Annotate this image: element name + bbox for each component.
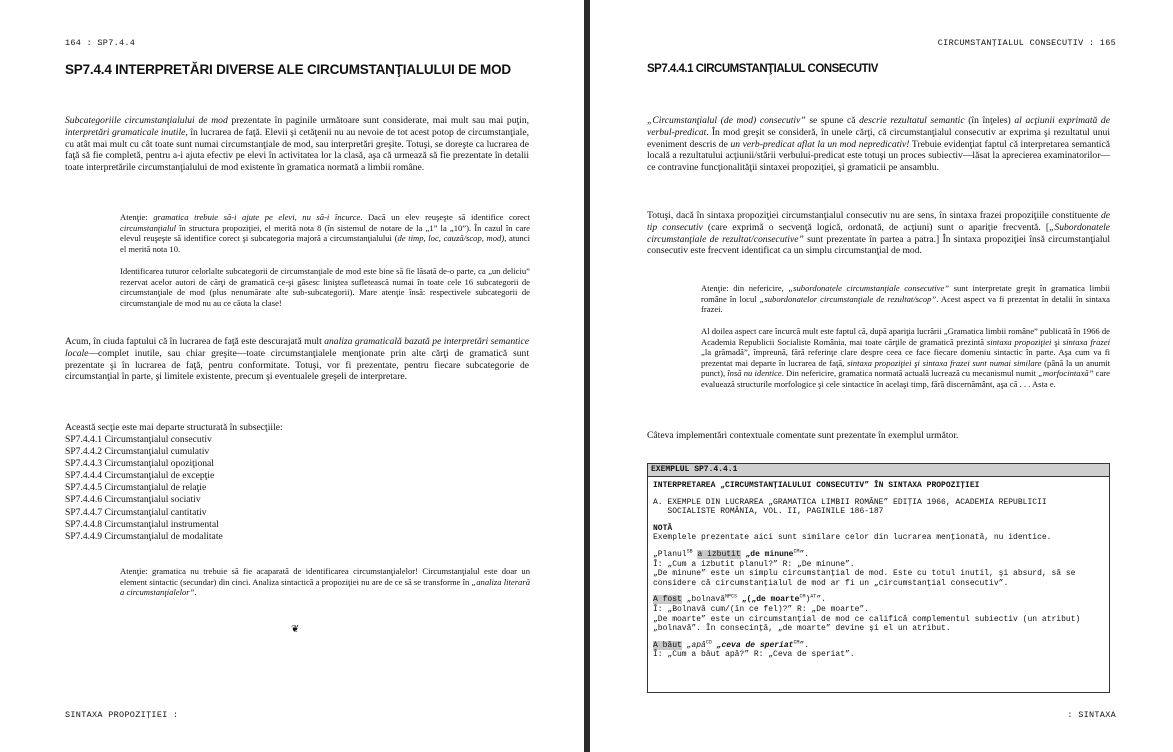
note-text: Atenţie: gramatica nu trebuie să fie acaparată de identificarea circumstanţialelor! Circumstanţialul este doar un element sintactic (secundar) din cinci. Analiza sintactică a propoziţiei nu are de ce să se transforme în	[120, 566, 530, 587]
para-italic: analiza gramaticală bazată pe interpretări semantice locale	[65, 336, 529, 359]
left-running-head: 164 : SP7.4.4	[65, 38, 136, 48]
note-italic: „morfocintaxă”	[1038, 368, 1094, 379]
word: „bolnavă	[686, 595, 726, 605]
para-text: Acum, în ciuda faptului că în lucrarea de faţă este descurajată mult	[65, 336, 325, 347]
right-page	[590, 0, 1173, 752]
note-text: . Dacă un elev reuşeşte să identifice corect	[360, 212, 530, 222]
note-italic: sintaxa frazei	[1062, 336, 1110, 347]
example-1-comment: „De minune” este un simplu circumstanţial de mod. Este cu totul inutil, şi absurd, să se considere că circumstanţialul de mod ar fi un „circumstanţial consecutiv”.	[653, 569, 1081, 588]
tag: SB	[686, 548, 693, 555]
subsection-link-4[interactable]: SP7.4.4.4 Circumstanţialul de excepţie	[65, 470, 215, 482]
note-text: sunt interpretate greşit în gramatica limbii române în locul	[701, 283, 1110, 304]
note-text: (până la un anumit punct),	[701, 357, 1111, 379]
note-text: în structura propoziţiei, el merită nota 8 (în sistemul de notare de la „1” la „10”). În cazul în care elevul reuşeşte să identifice corect şi subcategoria majoră a circumstanţialului (	[120, 222, 530, 244]
left-page-title: SP7.4.4 INTERPRETĂRI DIVERSE ALE CIRCUMSTANŢIALULUI DE MOD	[65, 62, 511, 77]
note-italic: însă nu identice	[727, 368, 782, 379]
para-italic: descrie rezultatul semantic	[859, 115, 965, 126]
subsection-link-2[interactable]: SP7.4.4.2 Circumstanţialul cumulativ	[65, 446, 210, 458]
para-italic: un verb-predicat aflat la un mod nepredicativ!	[730, 138, 910, 150]
word: ”.	[799, 640, 810, 650]
tag: CM	[793, 639, 800, 646]
note-italic: „subordonatelor circumstanţiale de rezultat/scop”	[759, 293, 937, 304]
note-italic: de timp, loc, cauză/scop, mod)	[397, 233, 505, 244]
subsection-link-7[interactable]: SP7.4.4.7 Circumstanţialul cantitativ	[65, 506, 207, 518]
example-2-comment: „De moarte” este un circumstanţial de mod ce califică complementul subiectiv (un atribut) „bolnavă”. În consecinţă, „de moarte” devine şi el un atribut.	[653, 614, 1086, 634]
note-text: .	[194, 587, 197, 598]
note-text: care evaluează structurile morfologice şi cele sintactice în acelaşi timp, fără discernământ, aşa că . . . Asta e.	[701, 368, 1110, 389]
note-text: Atenţie:	[120, 212, 154, 222]
para-italic: „Circumstanţialul (de mod) consecutiv”	[647, 115, 806, 126]
right-running-foot: : SINTAXA	[1067, 710, 1116, 720]
word: „Planul	[653, 549, 687, 559]
note-italic: „subordonatele circumstanţiale consecutive”	[788, 283, 950, 293]
para-italic: „Subordonatele circumstanţiale de rezultat/consecutive”	[647, 221, 1110, 245]
para-text: Totuşi, dacă în sintaxa propoziţiei circumstanţialul consecutiv nu are sens, în sintaxa frazei propoziţiile constituente	[647, 210, 1101, 221]
word: )	[805, 595, 811, 605]
example-heading: INTERPRETAREA „CIRCUMSTANŢIALULUI CONSECUTIV” ÎN SINTAXA PROPOZIŢIEI	[653, 481, 980, 490]
predicate-highlight: a izbutit	[697, 549, 741, 559]
para-italic: interpretări gramaticale inutile	[65, 126, 186, 138]
para-text: sunt prezentate în partea a patra.] În sintaxa propoziţiei însă circumstanţialul consecutiv este frecvent identificat ca un simplu circumstanţial de mod.	[647, 233, 1110, 257]
right-running-head: CIRCUMSTANŢIALUL CONSECUTIV : 165	[937, 38, 1116, 48]
note-text: şi	[1051, 336, 1063, 347]
para-text: se spune că	[805, 115, 860, 126]
left-running-foot: SINTAXA PROPOZIŢIEI :	[65, 710, 179, 720]
example-1-sentence	[653, 550, 1104, 560]
left-page	[0, 0, 584, 752]
tag: CM	[799, 593, 806, 600]
note-text: Al doilea aspect care încurcă mult este faptul că, după apariţia lucrării „Gramatica limbii române” publicată în 1966 de Academia Republicii Socialiste România, mai toate cărţile de gramatică prezintă	[701, 326, 1110, 347]
tag: AT	[810, 593, 817, 600]
subsection-link-9[interactable]: SP7.4.4.9 Circumstanţialul de modalitate	[65, 530, 223, 542]
example-header: EXEMPLUL SP7.4.4.1	[648, 464, 1109, 477]
example-2-question: Î: „Bolnavă cum/(în ce fel)?” R: „De moarte”.	[653, 604, 870, 614]
left-note-1	[120, 212, 530, 254]
note-italic: sintaxa propoziţiei şi sintaxa frazei sunt numai similare	[847, 357, 1042, 368]
right-paragraph-1	[647, 115, 1110, 174]
para-text: (în înţeles)	[964, 115, 1015, 126]
para-text: —complet inutile, sau chiar greşite—toate circumstanţialele menţionate prin alte cărţi de gramatică sunt prezentate şi în lucrarea de faţă, pentru conformitate. Totuşi, vor fi prezentate, pentru fiecare subcategorie de circumstanţial în parte, şi limitele existente, precum şi eventualele greşeli de interpretare.	[65, 347, 529, 383]
example-body	[648, 477, 1109, 664]
subsection-link-1[interactable]: SP7.4.4.1 Circumstanţialul consecutiv	[65, 434, 212, 445]
para-italic: al acţiunii exprimată de verbul-predicat	[647, 115, 1110, 138]
note-text: „la grămadă”, împreună, fără referinţe clare despre ceea ce face fiecare domeniu sintactic în parte. Aşa cum va fi prezentat mai departe în lucrarea de faţă,	[701, 347, 1110, 368]
note-italic: „analiza literară a circumstanţialelor”	[120, 576, 530, 598]
para-text: (care exprimă o secvenţă logică, ordonată, de acţiuni) sunt o apariţie frecventă. [	[702, 221, 1050, 233]
examples-intro: Câteva implementări contextuale comentate sunt prezentate în exemplul următor.	[647, 430, 959, 441]
word: ”.	[816, 595, 826, 605]
nota-text: Exemplele prezentate aici sunt similare celor din lucrarea menţionată, nu identice.	[653, 533, 1052, 543]
ornament-icon: ❦	[291, 624, 300, 635]
example-2-sentence	[653, 595, 1104, 605]
left-paragraph-1	[65, 115, 529, 174]
para-italic: de tip consecutiv	[647, 210, 1110, 233]
word: „apă	[681, 640, 706, 650]
tag: CM	[793, 548, 800, 555]
right-note-1	[701, 283, 1110, 315]
para-text: . În mod greşit se consideră, în unele cărţi, că circumstanţialul consecutiv ar exprima şi rezultatul unui eveniment descris de	[647, 126, 1110, 150]
example-3-sentence	[653, 641, 1104, 651]
word: „ceva de speriat	[711, 640, 794, 650]
note-text: , atunci el merită nota 10.	[120, 233, 531, 254]
note-italic: sintaxa propoziţiei	[986, 336, 1052, 347]
note-italic: circumstanţialul	[120, 222, 177, 233]
subsection-list	[65, 434, 223, 543]
subsection-link-5[interactable]: SP7.4.4.5 Circumstanţialul de relaţie	[65, 482, 207, 494]
right-note-2	[701, 326, 1110, 390]
example-box	[647, 463, 1110, 693]
right-paragraph-2	[647, 210, 1110, 257]
example-1-question: Î: „Cum a izbutit planul?” R: „De minune”.	[653, 559, 855, 569]
right-page-title: SP7.4.4.1 CIRCUMSTANŢIALUL CONSECUTIV	[647, 63, 878, 75]
note-text: . Din nefericire, gramatica normată actuală lucrează cu mecanismul numit	[781, 368, 1039, 379]
tag: NPCS	[725, 593, 738, 600]
subsection-link-3[interactable]: SP7.4.4.3 Circumstanţialul opoziţional	[65, 458, 214, 470]
para-italic: Subcategoriile circumstanţialului de mod	[65, 115, 228, 126]
nota-label: NOTĂ	[653, 523, 673, 533]
subsection-link-8[interactable]: SP7.4.4.8 Circumstanţialul instrumental	[65, 518, 219, 530]
left-note-3	[120, 566, 530, 598]
para-text: Trebuie evidenţiat faptul că interpretarea semantică locală a rezultatului acţiunii/stării verbului-predicat este totuşi un proces subiectiv—lăsat la aprecierea examinatorilor—ce contravine funcţionalităţii sintaxei propoziţiei, şi gramaticii pe ansamblu.	[647, 138, 1110, 174]
note-text: . Acest aspect va fi prezentat în detalii în sintaxa frazei.	[701, 293, 1110, 315]
predicate-highlight: A băut	[653, 640, 682, 650]
word: „(„de moarte	[737, 595, 800, 605]
para-text: , în lucrarea de faţă. Elevii şi cetăţenii nu au nevoie de tot acest potop de circumstanţiale, cu atât mai mult cu cât toate sunt numai circumstanţiale de mod, sau interpretări greşite. Totuşi, se doreşte ca lucrarea de faţă să fie completă, pentru a-i ajuta efectiv pe elevi în activitatea lor la clasă, aşa că urmează să fie prezentate în detalii toate interpretările circumstanţialului de mod existente în gramatica normată a limbii române.	[65, 126, 529, 174]
subsection-link-6[interactable]: SP7.4.4.6 Circumstanţialul sociativ	[65, 494, 201, 506]
left-paragraph-2	[65, 336, 529, 383]
example-section-a: A. EXEMPLE DIN LUCRAREA „GRAMATICA LIMBII ROMÂNE” EDIŢIA 1966, ACADEMIA REPUBLICII SOCIALISTE ROMÂNIA, VOL. II, PAGINILE 186-187	[653, 497, 1047, 517]
tag: CD	[705, 639, 712, 646]
predicate-highlight: A fost	[653, 595, 682, 605]
note-text: Atenţie: din nefericire,	[701, 283, 789, 293]
subsections-intro: Această secţie este mai departe structurată în subsecţiile:	[65, 422, 283, 433]
note-italic: gramatica trebuie să-i ajute pe elevi, nu să-i încurce	[153, 212, 361, 222]
example-3-question: Î: „Cum a băut apă?” R: „Ceva de speriat”.	[653, 650, 855, 660]
para-text: prezentate în paginile următoare sunt considerate, mai mult sau mai puţin,	[227, 115, 530, 126]
word: „de minune	[745, 549, 794, 559]
left-note-2: Identificarea tuturor celorlalte subcategorii de circumstanţiale de mod este bine să fie lăsată de-o parte, ca „un deliciu” rezervat acelor autori de cărţi de gramatică ce-şi găsesc liniştea sufletească numai în toate cele 16 subcategorii de circumstanţiale de mod (plus nenumărate alte sub-subcategorii). Mare atenţie însă: respectivele subcategorii de circumstanţiale de mod nu au ce căuta la clase!	[120, 266, 530, 308]
word: ”.	[799, 549, 810, 559]
